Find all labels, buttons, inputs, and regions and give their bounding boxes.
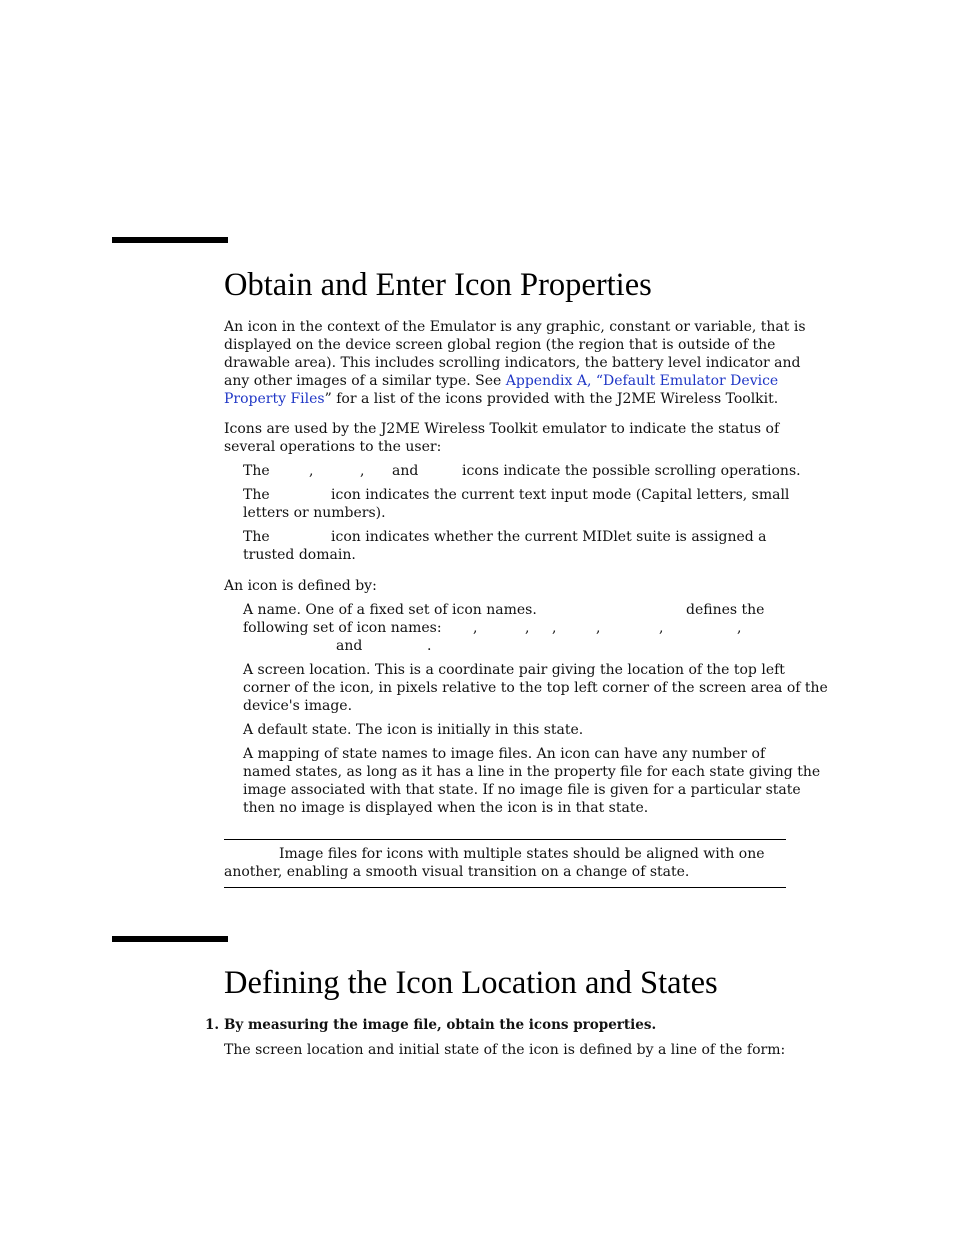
appendix-link-continued[interactable]: Property Files (224, 391, 325, 407)
list-item-text: The (243, 463, 270, 479)
intro-paragraph (224, 318, 806, 408)
list-item-text: letters or numbers). (243, 505, 386, 521)
list-item-text: The (243, 529, 270, 545)
step-body: The screen location and initial state of the icon is defined by a line of the form: (224, 1042, 786, 1058)
state-mapping-item (243, 745, 820, 817)
note-line: another, enabling a smooth visual transition on a change of state. (224, 864, 690, 880)
list-item-text: following set of icon names: (243, 620, 442, 636)
scroll-icons-item (243, 462, 803, 480)
list-item-text: defines the (686, 602, 765, 618)
list-item-text: , (596, 620, 601, 636)
paragraph-line: displayed on the device screen global region (the region that is outside of the (224, 337, 776, 353)
list-item-text: and (336, 638, 363, 654)
step-number: 1. (205, 1017, 220, 1033)
section-rule-bar (112, 936, 228, 942)
icon-name-item (243, 601, 803, 655)
paragraph-text: any other images of a similar type. See (224, 373, 506, 389)
list-item-text: , (360, 463, 365, 479)
list-item-text: . (427, 638, 432, 654)
defined-by-text: An icon is defined by: (224, 578, 377, 594)
list-item-text: icon indicates whether the current MIDlet suite is assigned a (331, 529, 767, 545)
paragraph-line (224, 390, 806, 408)
list-item-text: A name. One of a fixed set of icon names. (243, 602, 537, 618)
paragraph-line: An icon in the context of the Emulator is any graphic, constant or variable, that is (224, 319, 806, 335)
note-line: Image files for icons with multiple states should be aligned with one (279, 846, 765, 862)
list-item-text: , (525, 620, 530, 636)
section-heading: Defining the Icon Location and States (224, 965, 718, 1001)
screen-location-item (243, 661, 828, 715)
input-mode-icon-item (243, 486, 803, 522)
list-item-text: trusted domain. (243, 547, 356, 563)
paragraph-line: several operations to the user: (224, 439, 442, 455)
paragraph-line: Icons are used by the J2ME Wireless Toolkit emulator to indicate the status of (224, 421, 780, 437)
paragraph-line: A mapping of state names to image files. An icon can have any number of (243, 746, 766, 762)
paragraph-line: then no image is displayed when the icon is in that state. (243, 800, 649, 816)
section-rule-bar (112, 237, 228, 243)
list-item-text: The (243, 487, 270, 503)
step-title: By measuring the image file, obtain the icons properties. (224, 1017, 657, 1033)
list-item-text: , (737, 620, 742, 636)
list-item-text: , (309, 463, 314, 479)
list-item-text: icon indicates the current text input mode (Capital letters, small (331, 487, 790, 503)
usage-paragraph (224, 420, 779, 456)
note-bottom-rule (224, 887, 786, 888)
paragraph-line: image associated with that state. If no image file is given for a particular state (243, 782, 801, 798)
paragraph-line: named states, as long as it has a line in the property file for each state giving the (243, 764, 821, 780)
list-item-text: , (659, 620, 664, 636)
paragraph-line: device's image. (243, 698, 353, 714)
note-text (224, 845, 786, 881)
note-top-rule (224, 839, 786, 840)
paragraph-line: corner of the icon, in pixels relative to the top left corner of the screen area of the (243, 680, 828, 696)
section-heading: Obtain and Enter Icon Properties (224, 267, 652, 303)
paragraph-line: drawable area). This includes scrolling indicators, the battery level indicator and (224, 355, 801, 371)
appendix-link[interactable]: Appendix A, “Default Emulator Device (505, 373, 779, 389)
list-item-text: , (552, 620, 557, 636)
list-item-text: and (392, 463, 419, 479)
list-item-text: , (473, 620, 478, 636)
paragraph-text: ” for a list of the icons provided with the J2ME Wireless Toolkit. (324, 391, 779, 407)
paragraph-line (224, 372, 806, 390)
trusted-icon-item (243, 528, 803, 564)
paragraph-line: A screen location. This is a coordinate pair giving the location of the top left (243, 662, 785, 678)
list-item-text: icons indicate the possible scrolling operations. (462, 463, 801, 479)
default-state-item: A default state. The icon is initially in this state. (243, 722, 584, 738)
